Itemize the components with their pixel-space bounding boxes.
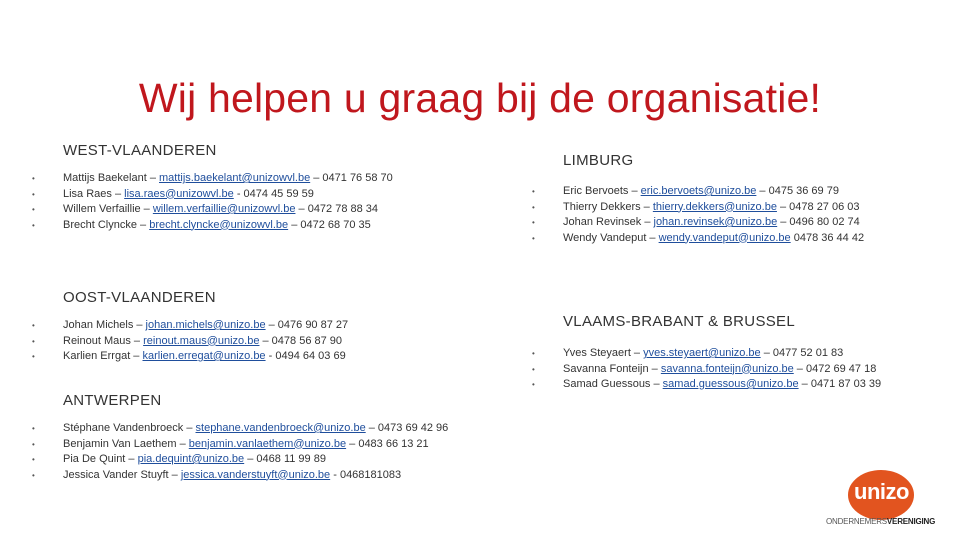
contact-name: Johan Revinsek – xyxy=(563,216,654,228)
contact-phone: – 0472 69 47 18 xyxy=(793,362,877,375)
bullet-icon: • xyxy=(32,220,35,230)
contact-name: Eric Bervoets – xyxy=(563,185,641,197)
bullet-icon: • xyxy=(32,189,35,199)
contact-email-link[interactable]: pia.dequint@unizo.be xyxy=(137,453,245,465)
bullet-icon: • xyxy=(532,233,535,243)
contact-text xyxy=(563,378,881,390)
contact-name: Savanna Fonteijn – xyxy=(563,362,661,375)
contact-text xyxy=(63,188,314,200)
contact-item xyxy=(32,349,346,365)
contact-text xyxy=(63,335,342,347)
bullet-icon: • xyxy=(532,364,535,374)
bullet-icon: • xyxy=(532,187,535,196)
bullet-icon: • xyxy=(32,174,35,183)
contact-name: Reinout Maus – xyxy=(63,334,144,347)
contact-name: Wendy Vandeput – xyxy=(563,231,659,244)
contact-email-link[interactable]: jessica.vanderstuyft@unizo.be xyxy=(180,468,331,481)
contact-text xyxy=(563,347,843,359)
bullet-icon: • xyxy=(532,218,535,227)
contact-phone: – 0473 69 42 96 xyxy=(365,422,449,434)
contact-item xyxy=(32,171,393,187)
contact-email-link[interactable]: eric.bervoets@unizo.be xyxy=(640,185,757,197)
contact-phone: – 0478 27 06 03 xyxy=(776,200,860,213)
contact-text xyxy=(63,203,378,215)
contact-list-west-vlaanderen xyxy=(32,171,393,233)
contact-name: Pia De Quint – xyxy=(63,453,138,465)
contact-name: Jessica Vander Stuyft – xyxy=(63,468,181,481)
contact-list-limburg xyxy=(532,184,865,246)
contact-email-link[interactable]: karlien.erregat@unizo.be xyxy=(142,350,266,362)
contact-phone: – 0478 56 87 90 xyxy=(259,334,343,347)
contact-item xyxy=(532,362,877,378)
bullet-icon: • xyxy=(32,352,35,361)
contact-item xyxy=(532,215,860,231)
contact-name: Lisa Raes – xyxy=(63,187,125,200)
contact-item xyxy=(32,452,417,468)
contact-text xyxy=(63,438,429,450)
contact-phone: – 0476 90 87 27 xyxy=(265,319,349,331)
contact-email-link[interactable]: yves.steyaert@unizo.be xyxy=(643,347,761,359)
heading-vlaams-brabant-brussel: VLAAMS-BRABANT & BRUSSEL xyxy=(563,313,795,330)
contact-item xyxy=(532,346,850,362)
contact-text xyxy=(63,319,348,331)
bullet-icon: • xyxy=(32,336,35,346)
contact-item xyxy=(32,187,362,203)
contact-phone: – 0496 80 02 74 xyxy=(777,216,860,228)
bullet-icon: • xyxy=(32,470,35,480)
contact-phone: - 0494 64 03 69 xyxy=(265,350,346,362)
contact-item xyxy=(532,200,860,216)
contact-text xyxy=(63,219,371,231)
contact-phone: 0478 36 44 42 xyxy=(790,231,865,244)
contact-email-link[interactable]: stephane.vandenbroeck@unizo.be xyxy=(195,422,366,434)
contact-phone: – 0472 78 88 34 xyxy=(295,203,379,215)
contact-email-link[interactable]: willem.verfaillie@unizowvl.be xyxy=(152,203,296,215)
contact-item xyxy=(32,318,349,334)
contact-email-link[interactable]: wendy.vandeput@unizo.be xyxy=(658,231,791,244)
contact-name: Thierry Dekkers – xyxy=(563,200,653,213)
contact-phone: – 0483 66 13 21 xyxy=(346,437,429,450)
contact-email-link[interactable]: mattijs.baekelant@unizowvl.be xyxy=(159,172,311,184)
contact-name: Karlien Errgat – xyxy=(63,350,143,362)
contact-name: Willem Verfaillie – xyxy=(63,203,153,215)
contact-phone: - 0468181083 xyxy=(330,468,402,481)
contact-text xyxy=(563,232,864,244)
heading-oost-vlaanderen: OOST-VLAANDEREN xyxy=(63,289,216,306)
contact-email-link[interactable]: benjamin.vanlaethem@unizo.be xyxy=(188,437,347,450)
contact-item xyxy=(32,218,371,234)
contact-item xyxy=(32,421,449,437)
contact-item xyxy=(32,334,343,350)
page-title: Wij helpen u graag bij de organisatie! xyxy=(138,75,822,122)
logo-tagline xyxy=(826,517,935,526)
contact-text xyxy=(63,422,448,434)
contact-name: Samad Guessous – xyxy=(563,378,663,390)
contact-email-link[interactable]: reinout.maus@unizo.be xyxy=(143,334,260,347)
contact-item xyxy=(532,184,839,200)
contact-email-link[interactable]: thierry.dekkers@unizo.be xyxy=(652,200,777,213)
logo-tagline-light: ONDERNEMERS xyxy=(826,517,887,526)
contact-email-link[interactable]: brecht.clyncke@unizowvl.be xyxy=(149,218,289,231)
contact-text xyxy=(563,363,876,375)
logo-tagline-bold: VERENIGING xyxy=(886,517,936,526)
contact-phone: – 0471 87 03 39 xyxy=(798,378,882,390)
bullet-icon: • xyxy=(532,349,535,358)
bullet-icon: • xyxy=(32,321,35,330)
heading-west-vlaanderen: WEST-VLAANDEREN xyxy=(63,142,217,159)
contact-text xyxy=(563,201,860,213)
logo-wordmark: unizo xyxy=(854,479,909,504)
contact-name: Stéphane Vandenbroeck – xyxy=(63,422,196,434)
contact-email-link[interactable]: johan.revinsek@unizo.be xyxy=(653,216,778,228)
contact-item xyxy=(32,468,417,484)
contact-phone: - 0474 45 59 59 xyxy=(233,187,314,200)
unizo-logo xyxy=(826,470,936,530)
contact-text xyxy=(563,216,860,228)
contact-text xyxy=(63,350,346,362)
bullet-icon: • xyxy=(32,205,35,214)
contact-name: Brecht Clyncke – xyxy=(63,218,150,231)
contact-list-vlaams-brabant-brussel xyxy=(532,346,882,393)
contact-phone: – 0475 36 69 79 xyxy=(756,185,839,197)
contact-item xyxy=(532,377,882,393)
contact-phone: – 0471 76 58 70 xyxy=(310,172,393,184)
contact-text xyxy=(63,172,393,184)
contact-email-link[interactable]: lisa.raes@unizowvl.be xyxy=(124,187,234,200)
contact-text xyxy=(63,469,401,481)
contact-list-oost-vlaanderen xyxy=(32,318,349,365)
contact-text xyxy=(63,453,326,465)
heading-antwerpen: ANTWERPEN xyxy=(63,392,162,409)
contact-name: Johan Michels – xyxy=(63,319,146,331)
bullet-icon: • xyxy=(32,455,35,464)
contact-item xyxy=(32,202,379,218)
heading-limburg: LIMBURG xyxy=(563,152,634,169)
contact-phone: – 0468 11 99 89 xyxy=(244,453,326,465)
contact-email-link[interactable]: samad.guessous@unizo.be xyxy=(662,378,799,390)
contact-item xyxy=(32,437,429,453)
contact-email-link[interactable]: johan.michels@unizo.be xyxy=(145,319,266,331)
contact-phone: – 0477 52 01 83 xyxy=(760,347,844,359)
contact-text xyxy=(563,185,839,197)
bullet-icon: • xyxy=(532,380,535,389)
bullet-icon: • xyxy=(32,424,35,433)
contact-name: Benjamin Van Laethem – xyxy=(63,437,189,450)
contact-item xyxy=(532,231,865,247)
bullet-icon: • xyxy=(532,202,535,212)
contact-list-antwerpen xyxy=(32,421,449,483)
contact-name: Mattijs Baekelant – xyxy=(63,172,159,184)
contact-email-link[interactable]: savanna.fonteijn@unizo.be xyxy=(660,362,794,375)
contact-phone: – 0472 68 70 35 xyxy=(288,218,371,231)
contact-name: Yves Steyaert – xyxy=(563,347,644,359)
bullet-icon: • xyxy=(32,439,35,449)
